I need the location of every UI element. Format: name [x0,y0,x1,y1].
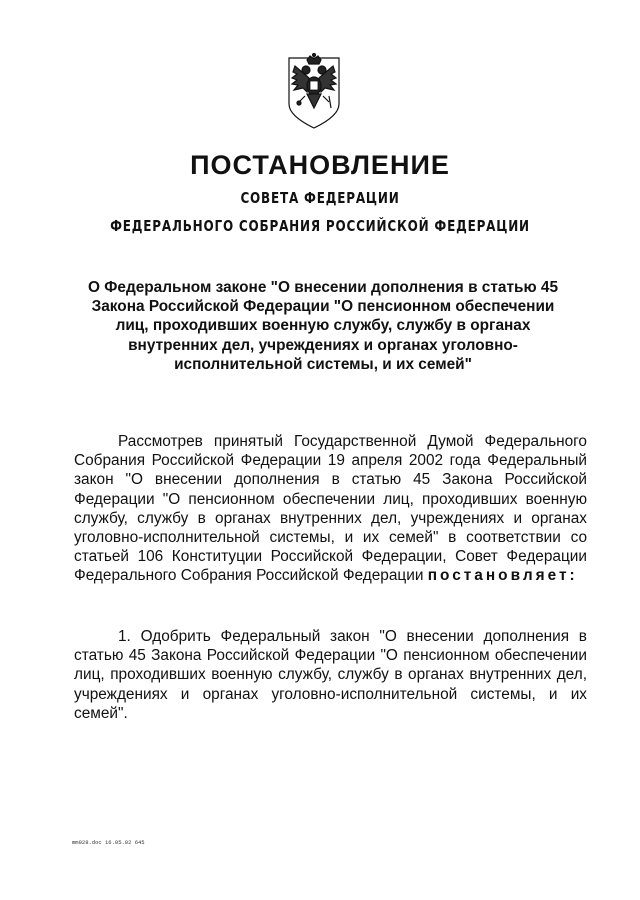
preamble-text: Рассмотрев принятый Государственной Думой Федерального Собрания Российской Федерации 19 апреля 2002 года Федеральный закон "О внесении дополнения в статью 45 Закона Российской Федерации "О пенсионном обеспечении лиц, проходивших военную службу, службу в органах внутренних дел, учреждениях и органах уголовно-исполнительной системы, и их семей" в соответствии со статьей 106 Конституции Российской Федерации, Совет Федерации Федерального Собрания Российской Федерации [74,433,587,585]
resolution-item-1 [74,627,587,723]
file-stamp: mm928.doc 16.05.02 645 [72,839,145,846]
resolves-word: постановляет: [427,567,578,585]
document-subtitle-assembly: ФЕДЕРАЛЬНОГО СОБРАНИЯ РОССИЙСКОЙ ФЕДЕРАЦИИ [110,217,530,235]
document-title: ПОСТАНОВЛЕНИЕ [190,150,450,180]
resolution-subject: О Федеральном законе "О внесении дополнения в статью 45 Закона Российской Федерации "О пенсионном обеспечении лиц, проходивших военную службу, службу в органах внутренних дел, учреждениях и органах уголовно-исполнительной системы, и их семей" [88,279,558,373]
document-subtitle-council: СОВЕТА ФЕДЕРАЦИИ [240,189,400,207]
resolution-preamble [74,432,587,586]
russian-coat-of-arms-icon [285,52,343,130]
item-1-text: 1. Одобрить Федеральный закон "О внесении дополнения в статью 45 Закона Российской Федерации "О пенсионном обеспечении лиц, проходивших военную службу, службу в органах внутренних дел, учреждениях и органах уголовно-исполнительной системы, и их семей". [74,628,587,722]
